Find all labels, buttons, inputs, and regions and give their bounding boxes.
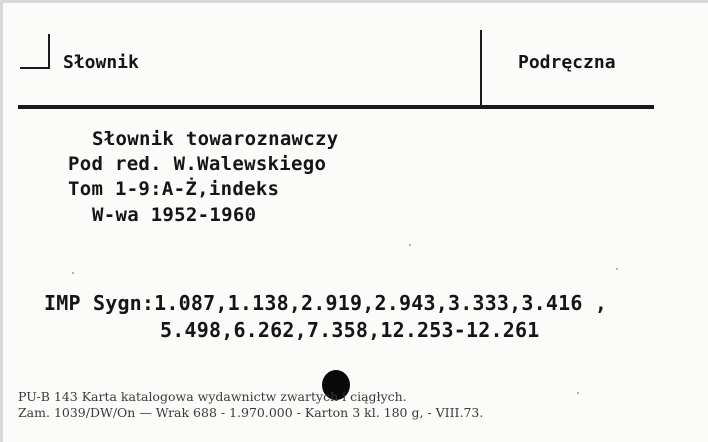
header-rule [18,105,654,109]
header-left-tick [48,34,50,68]
footer-line-2: Zam. 1039/DW/On — Wrak 688 - 1.970.000 - Karton 3 kl. 180 g, - VIII.73. [18,405,484,420]
speck [72,272,74,274]
entry-editor: Pod red. W.Walewskiego [68,153,327,175]
entry-volumes: Tom 1-9:A-Ż,indeks [68,178,280,200]
entry-title: Słownik towaroznawczy [92,128,339,150]
header-divider [480,30,482,106]
call-number-line-2: 5.498,6.262,7.358,12.253-12.261 [160,318,540,342]
section-label-right: Podręczna [518,52,616,73]
speck [577,392,579,394]
card-left-edge [0,0,3,442]
section-label-left: Słownik [63,52,139,73]
entry-imprint: W-wa 1952-1960 [92,204,257,226]
call-number-line-1: IMP Sygn:1.087,1.138,2.919,2.943,3.333,3.416 , [44,291,608,315]
speck [616,268,618,270]
footer-line-1: PU-B 143 Karta katalogowa wydawnictw zwartych i ciągłych. [18,389,407,404]
card-top-edge [0,0,708,3]
speck [409,244,411,246]
header-left-underline [20,67,50,69]
